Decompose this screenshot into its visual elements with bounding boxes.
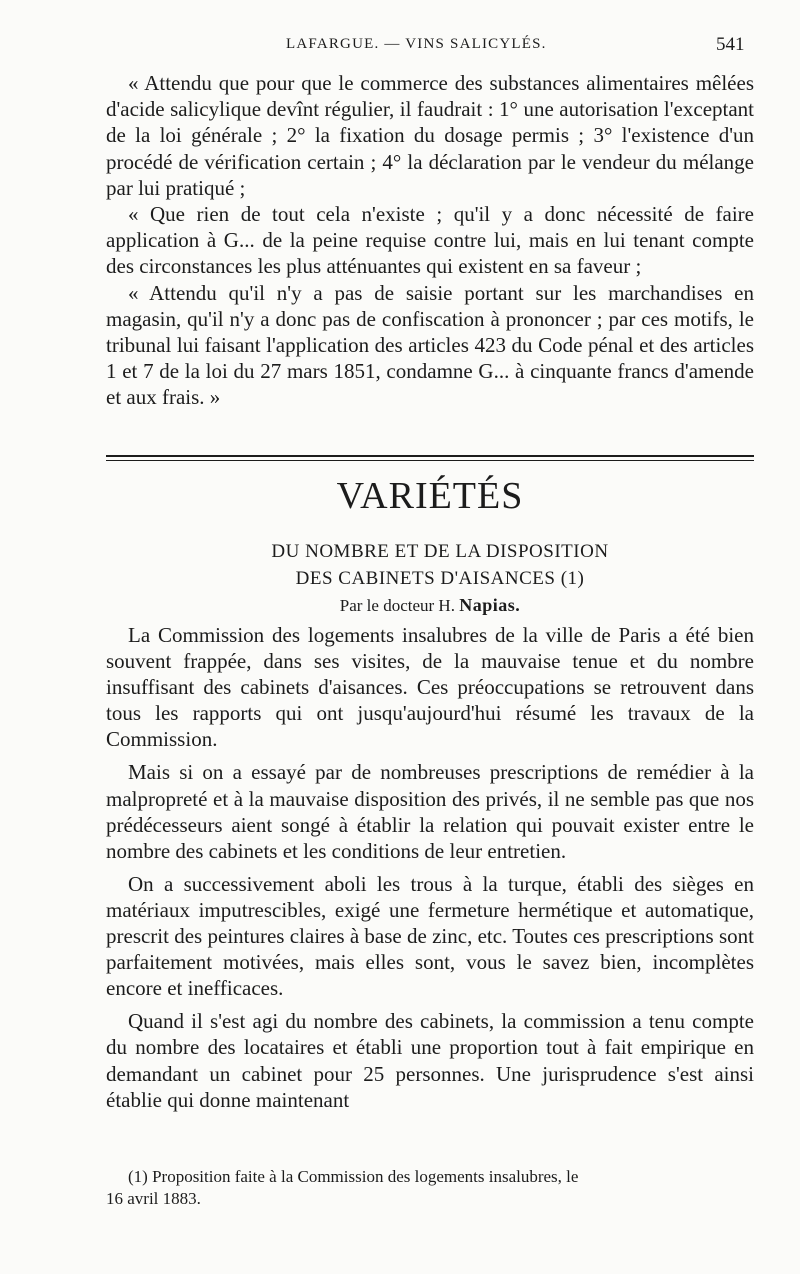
article-body — [106, 622, 754, 1120]
divider-thin-rule — [106, 460, 754, 461]
running-head — [0, 36, 800, 62]
divider-thick-rule — [106, 455, 754, 457]
verdict-paragraph: « Que rien de tout cela n'existe ; qu'il y a donc nécessité de faire application à G... de la peine requise contre lui, mais en lui tenant compte des circonstances les plus atténuantes qui existent en sa faveur ; — [106, 202, 754, 279]
footnote — [106, 1166, 754, 1210]
article-paragraph: Quand il s'est agi du nombre des cabinets, la commission a tenu compte du nombre des locataires et établi une proportion tout à fait empirique en demandant un cabinet pour 25 personnes. Une jurisprudence s'est ainsi établie qui donne maintenant — [106, 1009, 754, 1112]
article-title-line-1: DU NOMBRE ET DE LA DISPOSITION — [271, 541, 609, 562]
verdict-paragraph: « Attendu qu'il n'y a pas de saisie portant sur les marchandises en magasin, qu'il n'y a donc pas de confiscation à prononcer ; par ces motifs, le tribunal lui faisant l'application des articles 423 du Code pénal et des articles 1 et 7 de la loi du 27 mars 1851, condamne G... à cinquante francs d'amende et aux frais. » — [106, 280, 754, 410]
article-byline — [200, 595, 660, 616]
footnote-line-1: (1) Proposition faite à la Commission des logements insalubres, le — [128, 1167, 579, 1186]
article-paragraph: On a successivement aboli les trous à la turque, établi des sièges en matériaux imputrescibles, exigé une fermeture hermétique et automatique, prescrit des peintures claires à base de zinc, etc. Toutes ces prescriptions sont parfaitement motivées, mais elles sont, vous le savez bien, incomplètes encore et inefficaces. — [106, 871, 754, 1001]
byline-prefix: Par le docteur H. — [339, 596, 455, 615]
section-divider — [106, 455, 754, 463]
running-title: LAFARGUE. — VINS SALICYLÉS. — [286, 36, 547, 52]
footnote-line-2: 16 avril 1883. — [106, 1189, 201, 1208]
author-name: Napias. — [459, 595, 521, 615]
section-title: VARIÉTÉS — [336, 475, 524, 517]
verdict-paragraph: « Attendu que pour que le commerce des substances alimentaires mêlées d'acide salicylique devînt régulier, il faudrait : 1° une autorisation l'exceptant de la loi générale ; 2° la fixation du dosage permis ; 3° l'existence d'un procédé de vérification certain ; 4° la déclaration par le vendeur du mélange par lui pratiqué ; — [106, 71, 754, 200]
article-title-line-2: DES CABINETS D'AISANCES (1) — [295, 568, 585, 589]
page-number: 541 — [716, 34, 745, 55]
article-paragraph: La Commission des logements insalubres de la ville de Paris a été bien souvent frappée, dans ses visites, de la mauvaise tenue et du nombre insuffisant des cabinets d'aisances. Ces préoccupations se retrouvent dans tous les rapports qui ont jusqu'aujourd'hui résumé les travaux de la Commission. — [106, 623, 754, 752]
verdict-text — [106, 70, 754, 411]
article-paragraph: Mais si on a essayé par de nombreuses prescriptions de remédier à la malpropreté et à la mauvaise disposition des privés, il ne semble pas que nos prédécesseurs aient songé à établir la relation qui pouvait exister entre le nombre des cabinets et les conditions de leur entretien. — [106, 760, 754, 863]
